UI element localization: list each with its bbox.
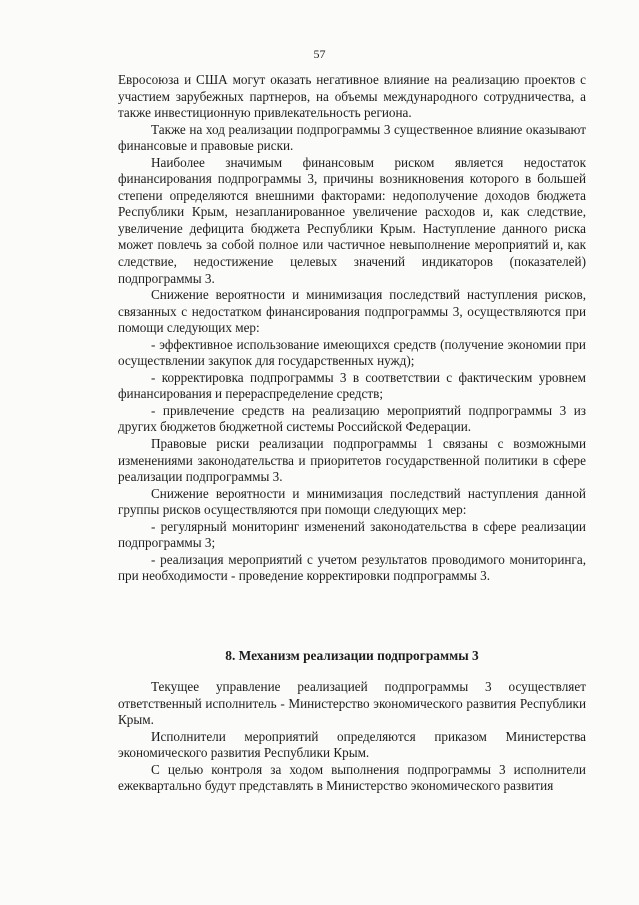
paragraph: Снижение вероятности и минимизация последствий наступления рисков, связанных с недостатком финансирования подпрограммы 3, осуществляются при помощи следующих мер: xyxy=(118,287,586,336)
paragraph: С целью контроля за ходом выполнения подпрограммы 3 исполнители ежеквартально будут представлять в Министерство экономического развития xyxy=(118,761,586,794)
list-item: - привлечение средств на реализацию мероприятий подпрограммы 3 из других бюджетов бюджетной системы Российской Федерации. xyxy=(118,402,586,435)
risk-section-body xyxy=(118,72,586,585)
list-item: - эффективное использование имеющихся средств (получение экономии при осуществлении закупок для государственных нужд); xyxy=(118,336,586,369)
paragraph: Наиболее значимым финансовым риском является недостаток финансирования подпрограммы 3, причины возникновения которого в большей степени определяются внешними факторами: недополучение доходов бюджета Республики Крым, незапланированное увеличение расходов и, как следствие, увеличение дефицита бюджета Республики Крым. Наступление данного риска может повлечь за собой полное или частичное невыполнение мероприятий и, как следствие, недостижение целевых значений индикаторов (показателей) подпрограммы 3. xyxy=(118,154,586,286)
paragraph: Исполнители мероприятий определяются приказом Министерства экономического развития Республики Крым. xyxy=(118,728,586,761)
list-item: - реализация мероприятий с учетом результатов проводимого мониторинга, при необходимости - проведение корректировки подпрограммы 3. xyxy=(118,551,586,584)
page-number: 57 xyxy=(313,47,326,61)
list-item: - корректировка подпрограммы 3 в соответствии с фактическим уровнем финансирования и перераспределение средств; xyxy=(118,369,586,402)
paragraph: Снижение вероятности и минимизация последствий наступления данной группы рисков осуществляются при помощи следующих мер: xyxy=(118,485,586,518)
list-item: - регулярный мониторинг изменений законодательства в сфере реализации подпрограммы 3; xyxy=(118,518,586,551)
paragraph: Евросоюза и США могут оказать негативное влияние на реализацию проектов с участием зарубежных партнеров, на объемы международного сотрудничества, а также инвестиционную привлекательность региона. xyxy=(118,72,586,121)
section-heading: 8. Механизм реализации подпрограммы 3 xyxy=(225,648,479,663)
paragraph: Правовые риски реализации подпрограммы 1 связаны с возможными изменениями законодательства и приоритетов государственной политики в сфере реализации подпрограммы 3. xyxy=(118,436,586,485)
paragraph: Текущее управление реализацией подпрограммы 3 осуществляет ответственный исполнитель - Министерство экономического развития Республики Крым. xyxy=(118,679,586,728)
paragraph: Также на ход реализации подпрограммы 3 существенное влияние оказывают финансовые и правовые риски. xyxy=(118,121,586,154)
mechanism-section-body xyxy=(118,679,586,795)
